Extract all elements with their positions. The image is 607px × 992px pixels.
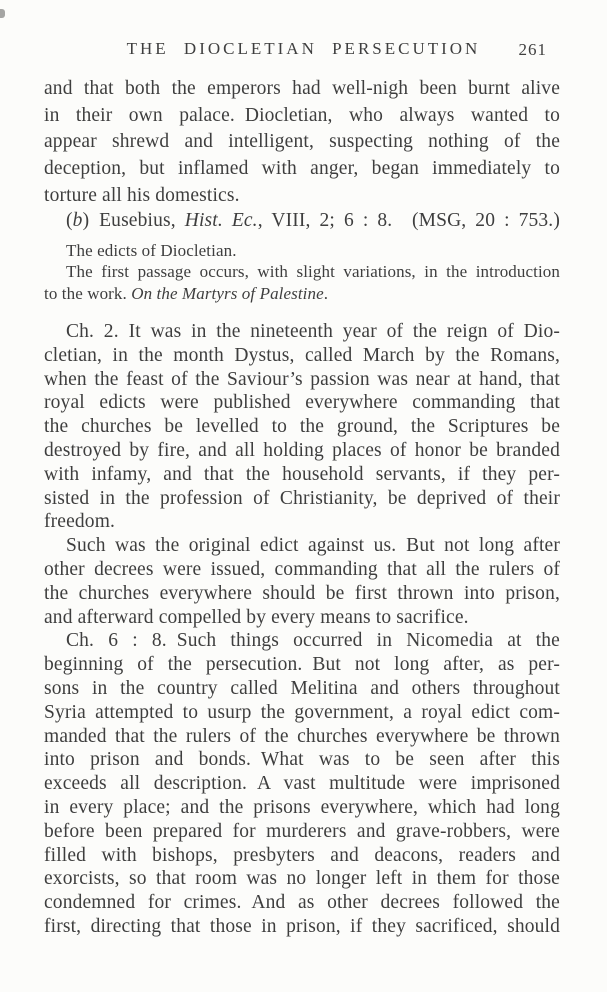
text-line: before been prepared for murderers and grave-robbers, were: [44, 820, 560, 842]
text-line: freedom.: [44, 511, 116, 533]
source-citation: [44, 209, 560, 233]
text-line: first, directing that those in prison, if they sacrificed, should: [44, 915, 560, 937]
text-line: The first passage occurs, with slight variations, in the introduction: [66, 262, 560, 282]
text-line: exorcists, so that room was no longer left in them for those: [44, 868, 560, 890]
text-line: Ch. 6 : 8. Such things occurred in Nicomedia at the: [66, 630, 560, 652]
text-line: sisted in the profession of Christianity, be deprived of their: [44, 487, 560, 509]
text-line: torture all his domestics.: [44, 184, 240, 206]
text-line: other decrees were issued, commanding that all the rulers of: [44, 558, 560, 580]
text-line: exceeds all description. A vast multitude were imprisoned: [44, 773, 560, 795]
paragraph-continuation: [44, 76, 560, 210]
text-line: Such was the original edict against us. But not long after: [66, 535, 560, 557]
text-line: filled with bishops, presbyters and deacons, readers and: [44, 844, 560, 866]
text-line: deception, but inflamed with anger, began immediately to: [44, 158, 560, 180]
text-line: sons in the country called Melitina and others throughout: [44, 677, 560, 699]
text-line: to the work. On the Martyrs of Palestine.: [44, 283, 329, 303]
quoted-text-body: [44, 320, 560, 939]
text-line: Syria attempted to usurp the government, a royal edict com-: [44, 701, 560, 723]
text-line: cletian, in the month Dystus, called March by the Romans,: [44, 344, 560, 366]
text-line: in every place; and the prisons everywhere, which had long: [44, 796, 560, 818]
text-line: (b) Eusebius, Hist. Ec., VIII, 2; 6 : 8. (MSG, 20 : 753.): [66, 210, 560, 231]
text-line: and afterward compelled by every means to sacrifice.: [44, 606, 469, 628]
text-line: The edicts of Diocletian.: [66, 241, 237, 260]
text-line: Ch. 2. It was in the nineteenth year of the reign of Dio-: [66, 321, 560, 342]
running-header: [0, 40, 607, 60]
text-line: appear shrewd and intelligent, suspecting nothing of the: [44, 131, 560, 153]
running-title: THE DIOCLETIAN PERSECUTION: [126, 39, 481, 58]
text-line: royal edicts were published everywhere commanding that: [44, 392, 560, 414]
editorial-notes: [44, 240, 560, 304]
text-line: condemned for crimes. And as other decrees followed the: [44, 892, 560, 914]
text-line: the churches everywhere should be first thrown into prison,: [44, 582, 560, 604]
text-line: with infamy, and that the household servants, if they per-: [44, 463, 560, 485]
text-line: and that both the emperors had well-nigh been burnt alive: [44, 78, 560, 99]
text-line: in their own palace. Diocletian, who always wanted to: [44, 104, 560, 126]
text-line: into prison and bonds. What was to be seen after this: [44, 749, 560, 771]
text-line: manded that the rulers of the churches everywhere be thrown: [44, 725, 560, 747]
text-line: the churches be levelled to the ground, the Scriptures be: [44, 416, 560, 438]
text-line: when the feast of the Saviour’s passion was near at hand, that: [44, 368, 560, 390]
text-line: destroyed by fire, and all holding places of honor be branded: [44, 439, 560, 461]
text-line: beginning of the persecution. But not long after, as per-: [44, 654, 560, 676]
scan-artifact: [0, 9, 5, 18]
page-number: 261: [518, 40, 547, 59]
